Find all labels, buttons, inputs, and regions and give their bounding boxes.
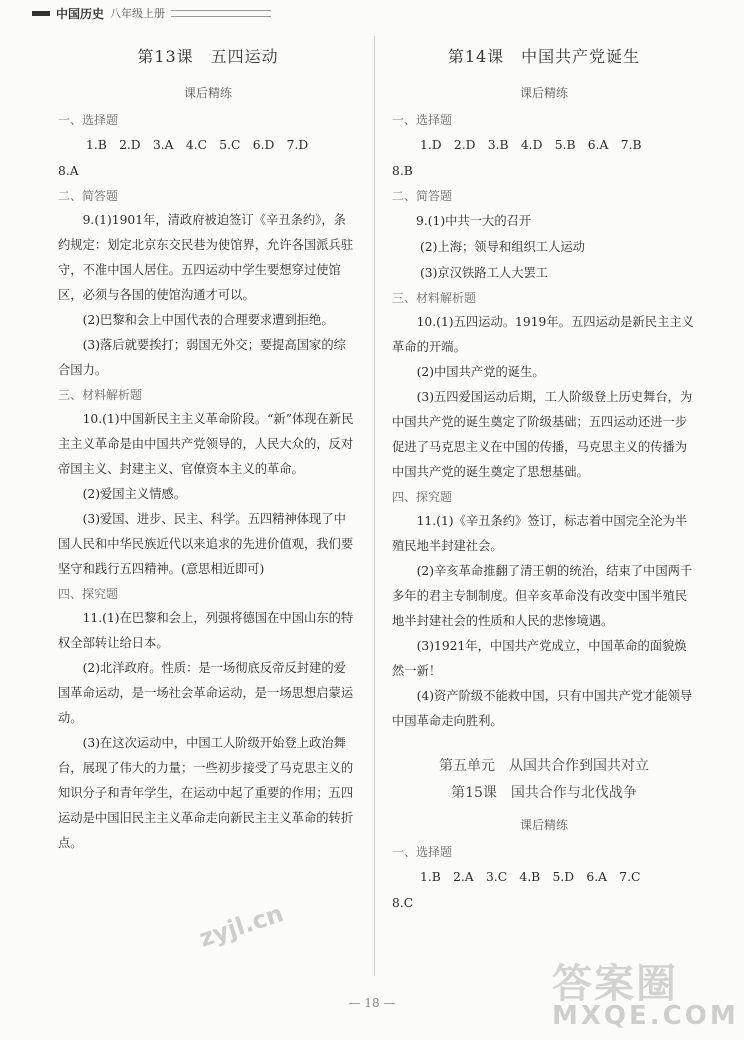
lesson-15-subtitle: 课后精练 — [519, 818, 568, 832]
lesson-13-subtitle: 课后精练 — [183, 86, 232, 100]
q11-answer-1: 11.(1)在巴黎和会上，列强将德国在中国山东的特权全部转让给日本。 — [58, 611, 354, 650]
page-header — [32, 4, 271, 22]
choice-answers-15-2: 8.C — [392, 896, 414, 910]
q10-answer-3: (3)五四爱国运动后期，工人阶级登上历史舞台，为中国共产党的诞生奠定了阶级基础；五四运动还进一步促进了马克思主义在中国的传播，马克思主义的传播为中国共产党的诞生奠定了思想基础。 — [392, 390, 693, 479]
section-material: 三、材料解析题 — [58, 388, 143, 402]
header-grade: 八年级上册 — [110, 7, 166, 20]
watermark-left: zyjl.cn — [195, 899, 287, 953]
watermark-right — [552, 952, 739, 1031]
watermark-en: MXQE.COM — [552, 1001, 739, 1031]
q11-answer-1: 11.(1)《辛丑条约》签订，标志着中国完全沦为半殖民地半封建社会。 — [392, 514, 688, 553]
q11-answer-3: (3)1921年，中国共产党成立，中国革命的面貌焕然一新！ — [392, 639, 687, 678]
left-column — [58, 28, 358, 856]
section-choice: 一、选择题 — [58, 113, 119, 127]
lesson-14-title: 第14课 中国共产党诞生 — [447, 47, 641, 66]
q10-answer-2: (2)中国共产党的诞生。 — [416, 365, 545, 379]
watermark-cn: 答案圈 — [552, 961, 678, 1007]
right-column — [392, 28, 696, 916]
section-short: 二、简答题 — [58, 189, 119, 203]
section-material: 三、材料解析题 — [392, 291, 477, 305]
q9-answer-1: 9.(1)中共一大的召开 — [416, 214, 532, 228]
lesson-14-subtitle: 课后精练 — [519, 86, 568, 100]
choice-answers-15: 1.B 2.A 3.C 4.B 5.D 6.A 7.C — [420, 870, 641, 884]
q11-answer-2: (2)北洋政府。性质：是一场彻底反帝反封建的爱国革命运动，是一场社会革命运动，是一场思想启蒙运动。 — [58, 661, 354, 725]
header-bar — [32, 11, 50, 16]
column-divider — [374, 36, 375, 976]
q9-answer-3: (3)京汉铁路工人大罢工 — [420, 266, 549, 280]
unit-5-title: 第五单元 从国共合作到国共对立 — [439, 758, 649, 774]
q9-answer-1: 9.(1)1901年，清政府被迫签订《辛丑条约》，条约规定：划定北京东交民巷为使馆界，允许各国派兵驻守，不准中国人居住。五四运动中学生要想穿过使馆区，必须与各国的使馆沟通才可以。 — [58, 213, 354, 302]
lesson-13-title: 第13课 五四运动 — [137, 47, 279, 66]
section-explore: 四、探究题 — [392, 490, 453, 504]
q10-answer-1: 10.(1)五四运动。1919年。五四运动是新民主主义革命的开端。 — [392, 315, 694, 354]
q11-answer-3: (3)在这次运动中，中国工人阶级开始登上政治舞台，展现了伟大的力量；一些初步接受了马克思主义的知识分子和青年学生，在运动中起了重要的作用；五四运动是中国旧民主主义革命走向新民主主义革命的转折点。 — [58, 736, 354, 850]
section-short: 二、简答题 — [392, 189, 453, 203]
q10-answer-3: (3)爱国、进步、民主、科学。五四精神体现了中国人民和中华民族近代以来追求的先进价值观，我们要坚守和践行五四精神。(意思相近即可) — [58, 512, 354, 576]
choice-answers: 1.D 2.D 3.B 4.D 5.B 6.A 7.B — [420, 138, 642, 152]
header-lines — [171, 10, 271, 17]
q9-answer-3: (3)落后就要挨打；弱国无外交；要提高国家的综合国力。 — [58, 338, 346, 377]
q10-answer-1: 10.(1)中国新民主主义革命阶段。“新”体现在新民主主义革命是由中国共产党领导的，人民大众的，反对帝国主义、封建主义、官僚资本主义的革命。 — [58, 412, 354, 476]
section-choice-15: 一、选择题 — [392, 845, 453, 859]
q10-answer-2: (2)爱国主义情感。 — [82, 487, 187, 501]
header-subject: 中国历史 — [56, 6, 105, 21]
lesson-15-title: 第15课 国共合作与北伐战争 — [451, 785, 637, 801]
choice-answers-2: 8.A — [58, 164, 79, 178]
q11-answer-4: (4)资产阶级不能救中国，只有中国共产党才能领导中国革命走向胜利。 — [392, 689, 693, 728]
choice-answers-2: 8.B — [392, 164, 413, 178]
choice-answers: 1.B 2.D 3.A 4.C 5.C 6.D 7.D — [86, 138, 309, 152]
page-number: — 18 — — [348, 996, 396, 1010]
section-explore: 四、探究题 — [58, 587, 119, 601]
q9-answer-2: (2)巴黎和会上中国代表的合理要求遭到拒绝。 — [82, 313, 334, 327]
q11-answer-2: (2)辛亥革命推翻了清王朝的统治，结束了中国两千多年的君主专制制度。但辛亥革命没有改变中国半殖民地半封建社会的性质和人民的悲惨境遇。 — [392, 564, 693, 628]
section-choice: 一、选择题 — [392, 113, 453, 127]
q9-answer-2: (2)上海；领导和组织工人运动 — [420, 240, 585, 254]
